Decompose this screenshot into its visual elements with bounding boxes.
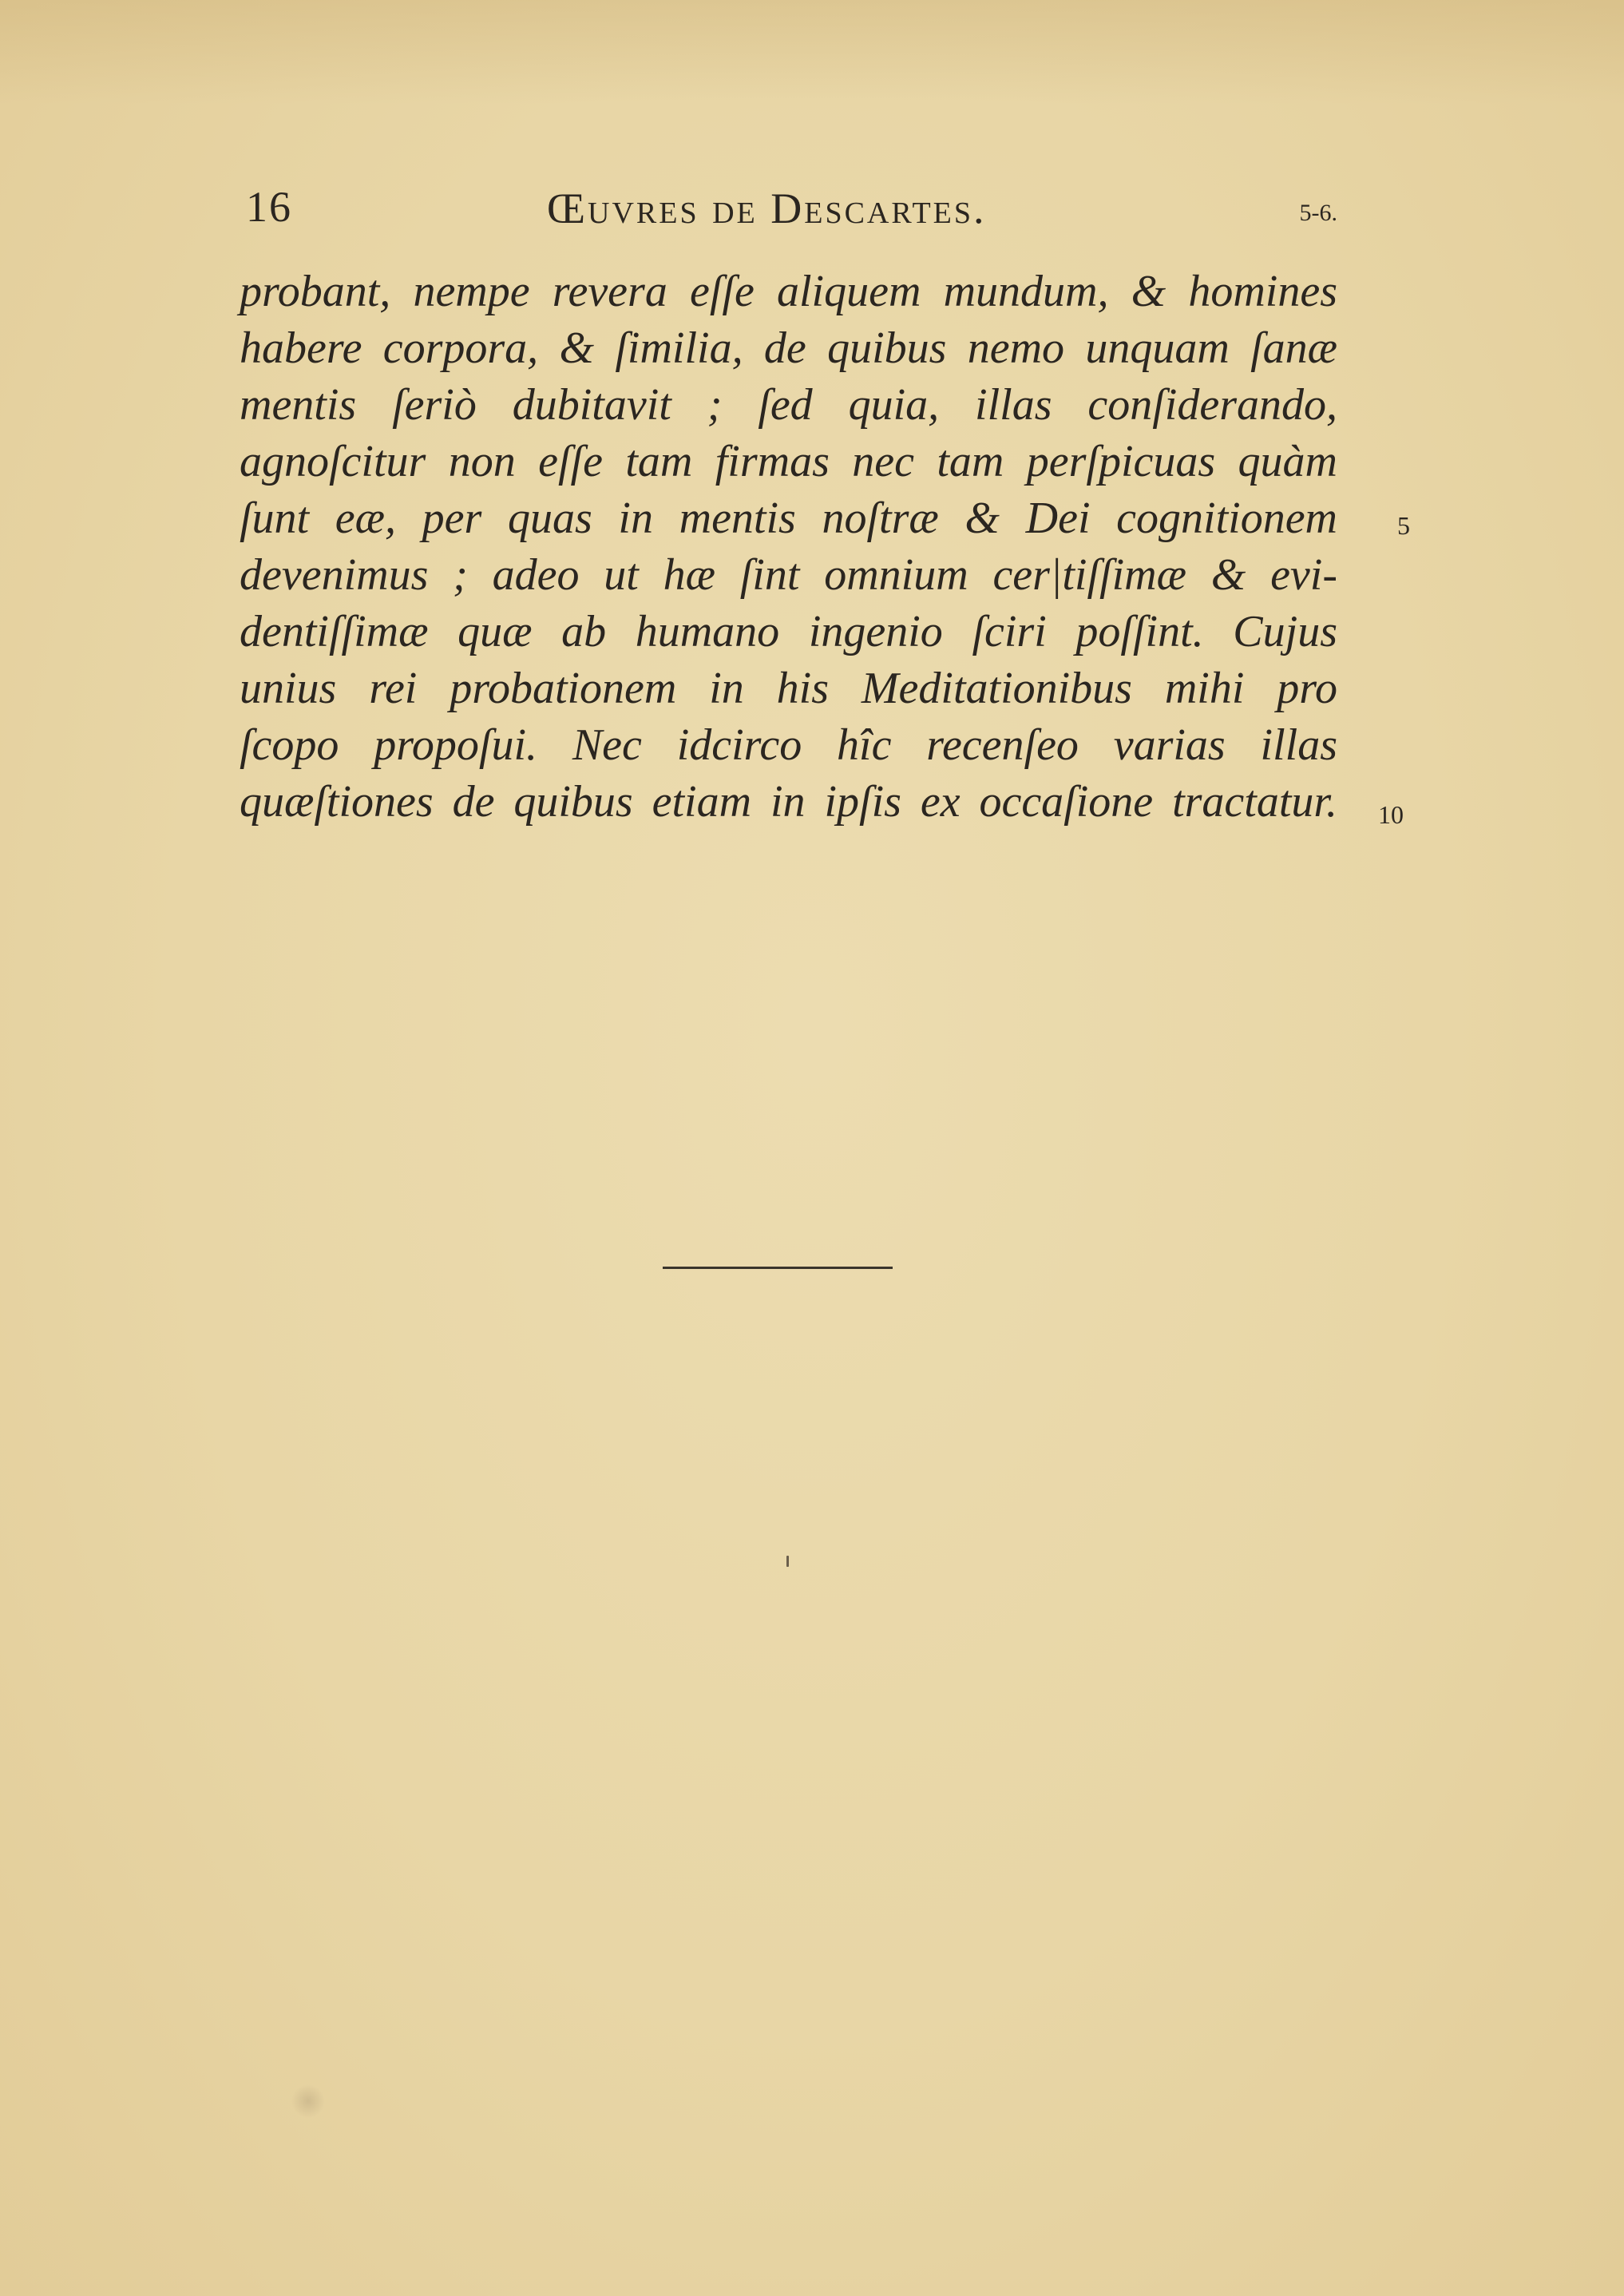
running-title: Œuvres de Descartes.	[547, 184, 987, 232]
text-line: mentis ſeriò dubitavit ; ſed quia, illas conſiderando,	[240, 380, 1337, 430]
margin-line-number-10: 10	[1378, 800, 1404, 829]
text-line: probant, nempe revera eſſe aliquem mundum, & homines	[240, 267, 1337, 316]
text-line: ſunt eæ, per quas in mentis noſtræ & Dei cognitionem	[240, 494, 1337, 543]
text-line: quæſtiones de quibus etiam in ipſis ex occaſione tractatur.	[240, 777, 1337, 827]
margin-line-number-5: 5	[1397, 511, 1410, 540]
stray-print-mark	[786, 1556, 789, 1567]
page-top-shadow	[0, 0, 1624, 104]
text-line: devenimus ; adeo ut hæ ſint omnium cer|tiſſimæ & evi-	[240, 550, 1337, 600]
text-line: agnoſcitur non eſſe tam firmas nec tam perſpicuas quàm	[240, 437, 1337, 486]
section-divider-rule	[663, 1267, 893, 1269]
text-line: dentiſſimæ quæ ab humano ingenio ſciri poſſint. Cujus	[240, 607, 1337, 656]
text-line: unius rei probationem in his Meditationibus mihi pro	[240, 664, 1337, 713]
paper-smudge	[291, 2084, 325, 2118]
text-line: habere corpora, & ſimilia, de quibus nemo unquam ſanæ	[240, 323, 1337, 373]
text-line: ſcopo propoſui. Nec idcirco hîc recenſeo varias illas	[240, 720, 1337, 770]
page-header	[240, 182, 1337, 238]
page-reference: 5-6.	[1299, 200, 1337, 226]
latin-text-block	[240, 264, 1337, 831]
page-number: 16	[246, 183, 292, 231]
